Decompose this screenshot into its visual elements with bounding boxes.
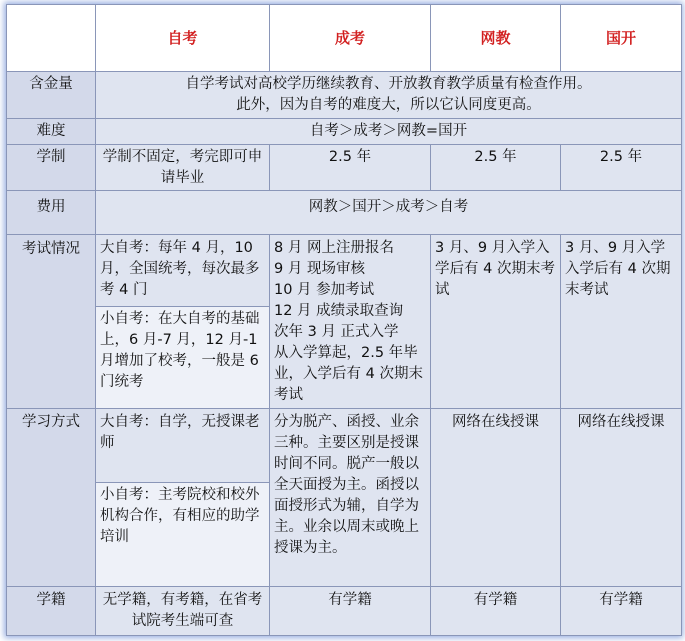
- kaoshi-zikao-big: 大自考：每年 4 月，10 月，全国统考，每次最多考 4 门: [96, 235, 270, 307]
- xuezhi-chengkao: 2.5 年: [270, 145, 431, 191]
- kaoshi-wangjiao: 3 月、9 月入学入学后有 4 次期末考试: [431, 235, 561, 409]
- row-feiyong: [7, 191, 682, 235]
- header-guokai: 国开: [561, 5, 682, 72]
- xuexi-wangjiao: 网络在线授课: [431, 409, 561, 587]
- label-xueji: 学籍: [7, 587, 96, 636]
- hanjinliang-line2: 此外，因为自考的难度大，所以它认同度更高。: [236, 97, 541, 113]
- header-blank: [7, 5, 96, 72]
- xuexi-zikao-small: 小自考：主考院校和校外机构合作，有相应的助学培训: [96, 483, 270, 587]
- kaoshi-chengkao: [270, 235, 431, 409]
- xuezhi-guokai: 2.5 年: [561, 145, 682, 191]
- kaoshi-chengkao-line: 从入学算起，2.5 年毕业，入学后有 4 次期末考试: [274, 345, 423, 403]
- row-hanjinliang: [7, 72, 682, 119]
- feiyong-value: 网教＞国开＞成考＞自考: [96, 191, 682, 235]
- header-chengkao: 成考: [270, 5, 431, 72]
- hanjinliang-line1: 自学考试对高校学历继续教育、开放教育教学质量有检查作用。: [185, 76, 592, 92]
- xueji-zikao: 无学籍，有考籍，在省考试院考生端可查: [96, 587, 270, 636]
- nandu-value: 自考＞成考＞网教=国开: [96, 119, 682, 145]
- label-xuezhi: 学制: [7, 145, 96, 191]
- xueji-guokai: 有学籍: [561, 587, 682, 636]
- xueji-wangjiao: 有学籍: [431, 587, 561, 636]
- label-hanjinliang: 含金量: [7, 72, 96, 119]
- xuexi-guokai: 网络在线授课: [561, 409, 682, 587]
- kaoshi-chengkao-line: 10 月 参加考试: [274, 282, 375, 298]
- row-xuezhi: [7, 145, 682, 191]
- xuexi-zikao-big: 大自考：自学，无授课老师: [96, 409, 270, 483]
- header-zikao: 自考: [96, 5, 270, 72]
- label-feiyong: 费用: [7, 191, 96, 235]
- kaoshi-chengkao-line: 8 月 网上注册报名: [274, 240, 394, 256]
- header-wangjiao: 网教: [431, 5, 561, 72]
- comparison-table: [6, 4, 682, 636]
- hanjinliang-value: [96, 72, 682, 119]
- row-xueji: [7, 587, 682, 636]
- xuexi-chengkao: 分为脱产、函授、业余三种。主要区别是授课时间不同。脱产一般以全天面授为主。函授以面授形式为辅，自学为主。业余以周末或晚上授课为主。: [270, 409, 431, 587]
- xuezhi-zikao: 学制不固定，考完即可申请毕业: [96, 145, 270, 191]
- xuezhi-wangjiao: 2.5 年: [431, 145, 561, 191]
- label-kaoshi: 考试情况: [7, 235, 96, 409]
- row-xuexi-1: [7, 409, 682, 483]
- kaoshi-zikao-small: 小自考：在大自考的基础上，6 月-7 月，12 月-1 月增加了校考，一般是 6 门统考: [96, 307, 270, 409]
- label-xuexi: 学习方式: [7, 409, 96, 587]
- kaoshi-chengkao-line: 次年 3 月 正式入学: [274, 324, 399, 340]
- kaoshi-chengkao-line: 9 月 现场审核: [274, 261, 365, 277]
- row-kaoshi-1: [7, 235, 682, 307]
- kaoshi-guokai: 3 月、9 月入学入学后有 4 次期末考试: [561, 235, 682, 409]
- label-nandu: 难度: [7, 119, 96, 145]
- xueji-chengkao: 有学籍: [270, 587, 431, 636]
- header-row: [7, 5, 682, 72]
- row-nandu: [7, 119, 682, 145]
- kaoshi-chengkao-line: 12 月 成绩录取查询: [274, 303, 404, 319]
